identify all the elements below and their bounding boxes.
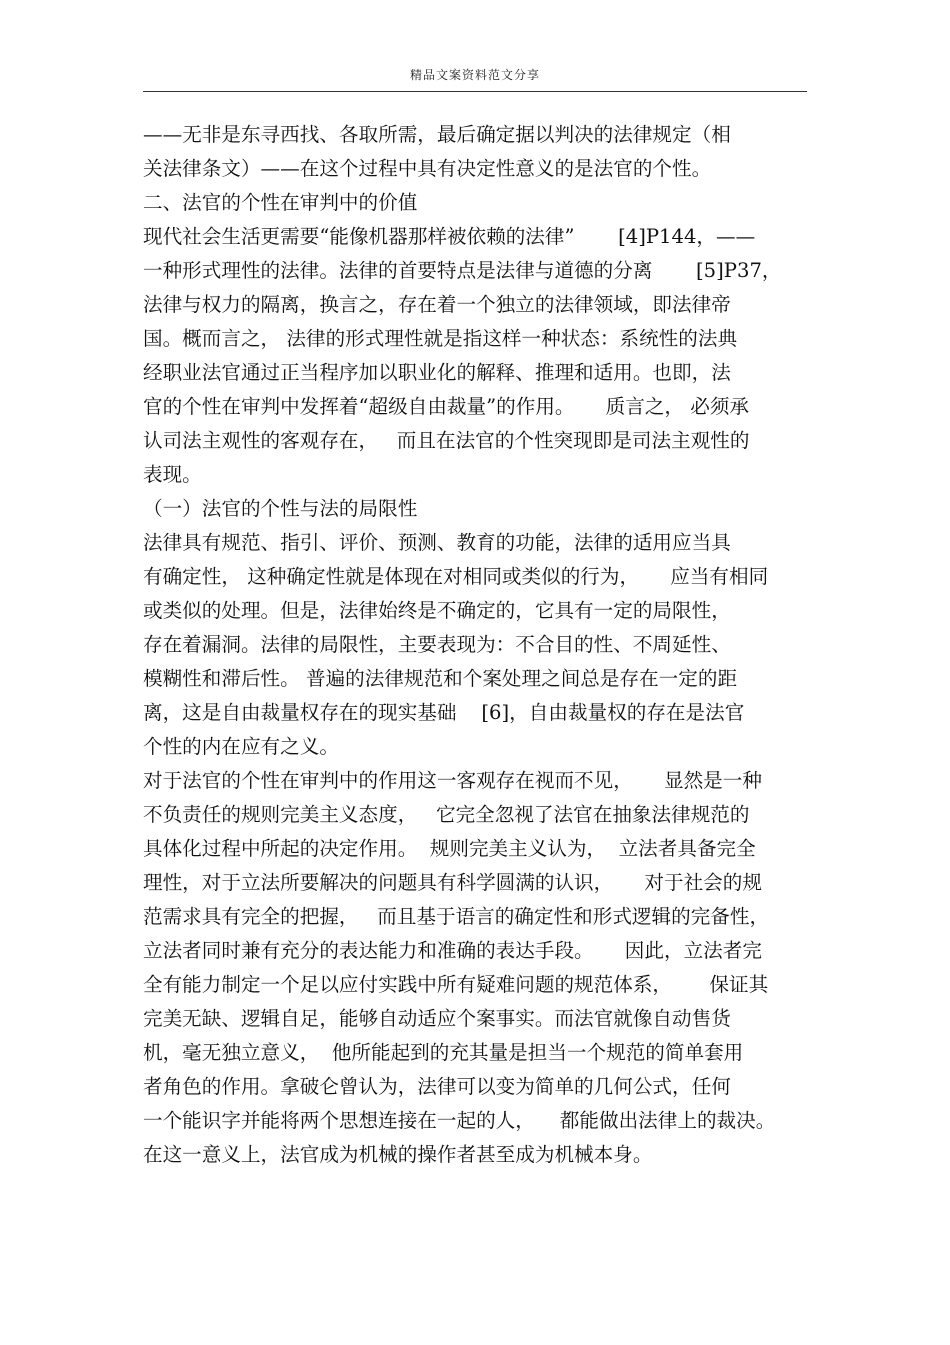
text-line: 法律具有规范、指引、评价、预测、教育的功能，法律的适用应当具 [143,531,731,554]
text-line: 范需求具有完全的把握， 而且基于语言的确定性和形式逻辑的完备性， [143,905,770,928]
text-line: 经职业法官通过正当程序加以职业化的解释、推理和适用。也即，法 [143,361,731,384]
text-line: 在这一意义上，法官成为机械的操作者甚至成为机械本身。 [143,1143,653,1166]
text-line: 官的个性在审判中发挥着“超级自由裁量”的作用。 质言之， 必须承 [143,395,750,418]
text-line: 存在着漏洞。法律的局限性，主要表现为：不合目的性、不周延性、 [143,633,731,656]
text-line: 立法者同时兼有充分的表达能力和准确的表达手段。 因此，立法者完 [143,939,762,962]
text-line: 不负责任的规则完美主义态度， 它完全忽视了法官在抽象法律规范的 [143,803,750,826]
text-line: 表现。 [143,463,202,486]
text-line: 模糊性和滞后性。 普遍的法律规范和个案处理之间总是存在一定的距 [143,667,738,690]
text-line: ——无非是东寻西找、各取所需，最后确定据以判决的法律规定（相 [143,123,731,146]
text-line: 法律与权力的隔离，换言之，存在着一个独立的法律领域，即法律帝 [143,293,731,316]
text-line: 关法律条文）——在这个过程中具有决定性意义的是法官的个性。 [143,157,712,180]
text-line: 或类似的处理。但是，法律始终是不确定的，它具有一定的局限性， [143,599,731,622]
text-line: 离，这是自由裁量权存在的现实基础 [6]，自由裁量权的存在是法官 [143,701,745,724]
document-body [143,118,823,1172]
section-heading: 二、法官的个性在审判中的价值 [143,191,418,214]
subsection-heading: （一）法官的个性与法的局限性 [143,497,418,520]
text-line: 者角色的作用。拿破仑曾认为，法律可以变为简单的几何公式，任何 [143,1075,731,1098]
text-line: 现代社会生活更需要“能像机器那样被依赖的法律” [4]P144，—— [143,225,756,248]
text-line: 理性，对于立法所要解决的问题具有科学圆满的认识， 对于社会的规 [143,871,762,894]
text-line: 认司法主观性的客观存在， 而且在法官的个性突现即是司法主观性的 [143,429,750,452]
text-line: 对于法官的个性在审判中的作用这一客观存在视而不见， 显然是一种 [143,769,762,792]
text-line: 完美无缺、逻辑自足，能够自动适应个案事实。而法官就像自动售货 [143,1007,731,1030]
page-header: 精品文案资料范文分享 [409,68,540,82]
text-line: 具体化过程中所起的决定作用。 规则完美主义认为， 立法者具备完全 [143,837,756,860]
text-line: 国。概而言之， 法律的形式理性就是指这样一种状态：系统性的法典 [143,327,738,350]
header-divider [143,91,807,92]
text-line: 机，毫无独立意义， 他所能起到的充其量是担当一个规范的简单套用 [143,1041,744,1064]
text-line: 有确定性， 这种确定性就是体现在对相同或类似的行为， 应当有相同 [143,565,769,588]
text-line: 全有能力制定一个足以应付实践中所有疑难问题的规范体系， 保证其 [143,973,769,996]
text-line: 一种形式理性的法律。法律的首要特点是法律与道德的分离 [5]P37， [143,259,782,282]
text-line: 一个能识字并能将两个思想连接在一起的人， 都能做出法律上的裁决。 [143,1109,776,1132]
text-line: 个性的内在应有之义。 [143,735,339,758]
